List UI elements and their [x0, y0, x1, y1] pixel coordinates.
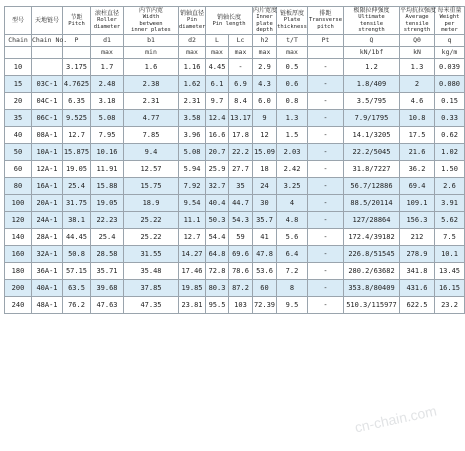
cell-weight: 0.080 — [435, 75, 465, 92]
cell-pin-length-l: 64.8 — [206, 245, 229, 262]
cell-model: 180 — [5, 262, 32, 279]
chain-spec-table — [4, 6, 465, 314]
cell-plate-thickness: 7.2 — [277, 262, 308, 279]
cell-pitch: 63.5 — [63, 279, 91, 296]
cell-pitch: 15.875 — [63, 143, 91, 160]
cell-pin-length-l: 72.8 — [206, 262, 229, 279]
cell-average: 156.3 — [400, 211, 435, 228]
cell-transverse: - — [308, 126, 344, 143]
cell-plate-thickness: 0.8 — [277, 92, 308, 109]
cell-inner-width: 35.48 — [124, 262, 179, 279]
cell-pin-diameter: 14.27 — [179, 245, 206, 262]
cell-model: 15 — [5, 75, 32, 92]
cell-inner-width: 31.55 — [124, 245, 179, 262]
cell-average: 431.6 — [400, 279, 435, 296]
cell-transverse: - — [308, 194, 344, 211]
cell-tianhe: 40A-1 — [32, 279, 63, 296]
cell-inner-plate: 35.7 — [253, 211, 277, 228]
symbol-inner-width: b1 — [124, 34, 179, 46]
cell-pin-length-lc: 27.7 — [229, 160, 253, 177]
cell-ultimate: 226.8/51545 — [344, 245, 400, 262]
unit-pin-diameter: max — [179, 46, 206, 58]
cell-pin-diameter: 17.46 — [179, 262, 206, 279]
cell-inner-plate: 24 — [253, 177, 277, 194]
cell-inner-plate: 2.9 — [253, 58, 277, 75]
cell-transverse: - — [308, 160, 344, 177]
cell-weight: 16.15 — [435, 279, 465, 296]
cell-weight: 13.45 — [435, 262, 465, 279]
unit-roller: max — [91, 46, 124, 58]
cell-pitch: 50.8 — [63, 245, 91, 262]
cell-tianhe: 20A-1 — [32, 194, 63, 211]
cell-inner-plate: 6.0 — [253, 92, 277, 109]
cell-ultimate: 280.2/63682 — [344, 262, 400, 279]
cell-transverse: - — [308, 177, 344, 194]
cell-transverse: - — [308, 245, 344, 262]
header-average: 平均抗拉强度 Average tensile strength — [400, 7, 437, 33]
cell-tianhe: 12A-1 — [32, 160, 63, 177]
cell-pin-diameter: 19.85 — [179, 279, 206, 296]
table-row — [5, 245, 465, 262]
cell-pin-diameter: 5.08 — [179, 143, 206, 160]
cell-inner-width: 15.75 — [124, 177, 179, 194]
header-transverse: 排距 Transverse pitch — [308, 7, 344, 35]
cell-pitch: 19.05 — [63, 160, 91, 177]
cell-pin-diameter: 9.54 — [179, 194, 206, 211]
table-body — [5, 58, 465, 313]
cell-transverse: - — [308, 109, 344, 126]
cell-inner-plate: 18 — [253, 160, 277, 177]
cell-transverse: - — [308, 279, 344, 296]
table-row — [5, 296, 465, 313]
cell-pitch: 6.35 — [63, 92, 91, 109]
cell-roller: 7.95 — [91, 126, 124, 143]
cell-weight: 1.50 — [435, 160, 465, 177]
symbol-pin-length-lc: Lc — [229, 34, 253, 46]
cell-roller: 5.08 — [91, 109, 124, 126]
cell-model: 35 — [5, 109, 32, 126]
cell-tianhe: 03C-1 — [32, 75, 63, 92]
header-row — [5, 7, 465, 35]
symbol-weight: q — [435, 34, 465, 46]
cell-transverse: - — [308, 143, 344, 160]
header-tianhe: 天地链号 — [32, 7, 63, 35]
cell-inner-width: 2.38 — [124, 75, 179, 92]
cell-pin-length-lc: 22.2 — [229, 143, 253, 160]
table-row — [5, 177, 465, 194]
cell-roller: 22.23 — [91, 211, 124, 228]
cell-plate-thickness: 0.5 — [277, 58, 308, 75]
cell-pin-length-lc: 59 — [229, 228, 253, 245]
cell-tianhe: 36A-1 — [32, 262, 63, 279]
unit-model — [5, 46, 32, 58]
unit-pitch — [63, 46, 91, 58]
cell-inner-width: 2.31 — [124, 92, 179, 109]
cell-average: 21.6 — [400, 143, 435, 160]
cell-inner-plate: 72.39 — [253, 296, 277, 313]
cell-model: 60 — [5, 160, 32, 177]
cell-pin-length-l: 32.7 — [206, 177, 229, 194]
cell-plate-thickness: 4 — [277, 194, 308, 211]
cell-pin-length-lc: 44.7 — [229, 194, 253, 211]
cell-ultimate: 1.2 — [344, 58, 400, 75]
header-pin-diameter: 销轴直径 Pin diameter — [179, 7, 206, 35]
unit-tianhe — [32, 46, 63, 58]
cell-inner-width: 18.9 — [124, 194, 179, 211]
cell-model: 50 — [5, 143, 32, 160]
cell-pin-length-lc: 78.6 — [229, 262, 253, 279]
cell-ultimate: 3.5/795 — [344, 92, 400, 109]
table-row — [5, 194, 465, 211]
unit-transverse — [308, 46, 344, 58]
cell-weight: 0.039 — [435, 58, 465, 75]
cell-pitch: 25.4 — [63, 177, 91, 194]
cell-roller: 11.91 — [91, 160, 124, 177]
cell-plate-thickness: 5.6 — [277, 228, 308, 245]
cell-roller: 28.58 — [91, 245, 124, 262]
cell-weight: 2.6 — [435, 177, 465, 194]
cell-weight: 10.1 — [435, 245, 465, 262]
cell-inner-plate: 60 — [253, 279, 277, 296]
cell-inner-plate: 53.6 — [253, 262, 277, 279]
cell-pin-length-l: 40.4 — [206, 194, 229, 211]
cell-inner-plate: 30 — [253, 194, 277, 211]
cell-pin-diameter: 1.16 — [179, 58, 206, 75]
cell-ultimate: 14.1/3205 — [344, 126, 400, 143]
cell-model: 120 — [5, 211, 32, 228]
cell-inner-width: 12.57 — [124, 160, 179, 177]
header-inner-plate: 内片宽度 Inner plate depth — [253, 7, 278, 33]
cell-tianhe: 32A-1 — [32, 245, 63, 262]
cell-ultimate: 22.2/5045 — [344, 143, 400, 160]
symbol-roller: d1 — [91, 34, 124, 46]
cell-inner-plate: 47.8 — [253, 245, 277, 262]
cell-pin-diameter: 7.92 — [179, 177, 206, 194]
cell-roller: 47.63 — [91, 296, 124, 313]
cell-roller: 3.18 — [91, 92, 124, 109]
symbol-transverse: Pt — [308, 34, 344, 46]
cell-plate-thickness: 9.5 — [277, 296, 308, 313]
cell-pin-diameter: 11.1 — [179, 211, 206, 228]
cell-pin-diameter: 3.96 — [179, 126, 206, 143]
cell-average: 4.6 — [400, 92, 435, 109]
cell-average: 10.8 — [400, 109, 435, 126]
cell-weight: 0.62 — [435, 126, 465, 143]
unit-average: kN — [400, 46, 435, 58]
cell-ultimate: 172.4/39182 — [344, 228, 400, 245]
header-model: 型号 — [5, 7, 32, 35]
cell-pin-diameter: 1.62 — [179, 75, 206, 92]
symbol-model: Chain — [5, 34, 32, 46]
cell-pitch: 3.175 — [63, 58, 91, 75]
cell-pitch: 38.1 — [63, 211, 91, 228]
cell-inner-width: 37.85 — [124, 279, 179, 296]
unit-row — [5, 46, 465, 58]
cell-pitch: 76.2 — [63, 296, 91, 313]
cell-pin-length-lc: 13.17 — [229, 109, 253, 126]
cell-pin-length-l: 4.45 — [206, 58, 229, 75]
cell-pin-length-lc: - — [229, 58, 253, 75]
cell-inner-width: 25.22 — [124, 211, 179, 228]
cell-model: 10 — [5, 58, 32, 75]
header-plate-thickness: 链板厚度 Plate thickness — [277, 7, 308, 35]
cell-pin-length-lc: 6.9 — [229, 75, 253, 92]
cell-pin-length-l: 54.4 — [206, 228, 229, 245]
cell-tianhe: 08A-1 — [32, 126, 63, 143]
cell-pin-diameter: 3.58 — [179, 109, 206, 126]
header-roller: 滚柱直径 Roller diameter — [91, 7, 124, 35]
symbol-row — [5, 34, 465, 46]
cell-pin-length-lc: 103 — [229, 296, 253, 313]
table-row — [5, 143, 465, 160]
cell-pin-length-lc: 69.6 — [229, 245, 253, 262]
cell-average: 17.5 — [400, 126, 435, 143]
cell-transverse: - — [308, 296, 344, 313]
cell-tianhe: 48A-1 — [32, 296, 63, 313]
cell-roller: 39.68 — [91, 279, 124, 296]
cell-average: 212 — [400, 228, 435, 245]
cell-average: 109.1 — [400, 194, 435, 211]
cell-tianhe: 16A-1 — [32, 177, 63, 194]
cell-roller: 10.16 — [91, 143, 124, 160]
cell-pitch: 31.75 — [63, 194, 91, 211]
symbol-ultimate: Q — [344, 34, 400, 46]
cell-model: 80 — [5, 177, 32, 194]
cell-model: 160 — [5, 245, 32, 262]
cell-inner-width: 1.6 — [124, 58, 179, 75]
cell-model: 200 — [5, 279, 32, 296]
cell-pitch: 12.7 — [63, 126, 91, 143]
cell-model: 140 — [5, 228, 32, 245]
unit-plate-thickness: max — [277, 46, 308, 58]
cell-plate-thickness: 2.03 — [277, 143, 308, 160]
cell-pin-length-lc: 17.8 — [229, 126, 253, 143]
cell-tianhe: 24A-1 — [32, 211, 63, 228]
header-ultimate: 极限拉伸强度 Ultimate tensile strength — [344, 7, 400, 35]
table-row — [5, 262, 465, 279]
unit-pin-length-lc: max — [229, 46, 253, 58]
cell-transverse: - — [308, 228, 344, 245]
cell-average: 622.5 — [400, 296, 435, 313]
cell-pin-length-l: 9.7 — [206, 92, 229, 109]
cell-roller: 15.88 — [91, 177, 124, 194]
cell-roller: 19.05 — [91, 194, 124, 211]
cell-average: 278.9 — [400, 245, 435, 262]
cell-weight: 7.5 — [435, 228, 465, 245]
cell-roller: 2.48 — [91, 75, 124, 92]
symbol-inner-plate: h2 — [253, 34, 277, 46]
cell-inner-plate: 9 — [253, 109, 277, 126]
table-row — [5, 58, 465, 75]
symbol-pin-length-l: L — [206, 34, 229, 46]
symbol-plate-thickness: t/T — [277, 34, 308, 46]
cell-pin-diameter: 5.94 — [179, 160, 206, 177]
cell-plate-thickness: 6.4 — [277, 245, 308, 262]
table-row — [5, 126, 465, 143]
cell-average: 69.4 — [400, 177, 435, 194]
cell-pin-diameter: 12.7 — [179, 228, 206, 245]
cell-inner-width: 25.22 — [124, 228, 179, 245]
cell-inner-width: 7.85 — [124, 126, 179, 143]
table-row — [5, 279, 465, 296]
cell-pin-diameter: 2.31 — [179, 92, 206, 109]
cell-ultimate: 7.9/1795 — [344, 109, 400, 126]
cell-inner-width: 4.77 — [124, 109, 179, 126]
cell-model: 20 — [5, 92, 32, 109]
cell-plate-thickness: 1.3 — [277, 109, 308, 126]
cell-plate-thickness: 1.5 — [277, 126, 308, 143]
cell-inner-plate: 12 — [253, 126, 277, 143]
cell-inner-width: 9.4 — [124, 143, 179, 160]
cell-ultimate: 31.8/7227 — [344, 160, 400, 177]
cell-ultimate: 353.8/80409 — [344, 279, 400, 296]
cell-pin-length-l: 80.3 — [206, 279, 229, 296]
cell-pin-length-lc: 8.4 — [229, 92, 253, 109]
cell-weight: 5.62 — [435, 211, 465, 228]
symbol-tianhe: Chain No. — [32, 36, 68, 44]
header-inner-width: 内节内宽 Width between inner plates — [124, 7, 179, 35]
cell-plate-thickness: 4.8 — [277, 211, 308, 228]
cell-pin-length-l: 6.1 — [206, 75, 229, 92]
header-pin-length: 销轴长度 Pin length — [206, 7, 253, 35]
cell-tianhe: 10A-1 — [32, 143, 63, 160]
cell-ultimate: 88.5/20114 — [344, 194, 400, 211]
cell-pin-length-lc: 54.3 — [229, 211, 253, 228]
cell-plate-thickness: 0.6 — [277, 75, 308, 92]
unit-inner-plate: max — [253, 46, 277, 58]
table-row — [5, 228, 465, 245]
cell-weight: 1.02 — [435, 143, 465, 160]
cell-tianhe — [32, 58, 63, 75]
cell-pin-length-lc: 87.2 — [229, 279, 253, 296]
unit-pin-length-l: max — [206, 46, 229, 58]
cell-transverse: - — [308, 262, 344, 279]
cell-pin-length-l: 12.4 — [206, 109, 229, 126]
cell-weight: 23.2 — [435, 296, 465, 313]
cell-model: 40 — [5, 126, 32, 143]
cell-model: 100 — [5, 194, 32, 211]
cell-ultimate: 56.7/12886 — [344, 177, 400, 194]
cell-plate-thickness: 3.25 — [277, 177, 308, 194]
cell-pitch: 9.525 — [63, 109, 91, 126]
cell-average: 341.8 — [400, 262, 435, 279]
cell-pin-length-l: 16.6 — [206, 126, 229, 143]
cell-pitch: 4.7625 — [63, 75, 91, 92]
cell-tianhe: 06C-1 — [32, 109, 63, 126]
cell-weight: 3.91 — [435, 194, 465, 211]
cell-ultimate: 1.8/409 — [344, 75, 400, 92]
cell-average: 36.2 — [400, 160, 435, 177]
cell-roller: 35.71 — [91, 262, 124, 279]
cell-tianhe: 28A-1 — [32, 228, 63, 245]
cell-inner-plate: 15.09 — [253, 143, 277, 160]
table-row — [5, 75, 465, 92]
table-row — [5, 109, 465, 126]
cell-transverse: - — [308, 75, 344, 92]
cell-transverse: - — [308, 58, 344, 75]
cell-plate-thickness: 2.42 — [277, 160, 308, 177]
cell-pin-length-lc: 35 — [229, 177, 253, 194]
cell-average: 2 — [400, 75, 435, 92]
cell-pitch: 44.45 — [63, 228, 91, 245]
cell-inner-plate: 41 — [253, 228, 277, 245]
cell-pin-length-l: 50.3 — [206, 211, 229, 228]
watermark-logo: cn-chain.com — [352, 402, 438, 436]
cell-average: 1.3 — [400, 58, 435, 75]
table-row — [5, 211, 465, 228]
table-row — [5, 160, 465, 177]
symbol-average: Q0 — [400, 34, 435, 46]
cell-inner-width: 47.35 — [124, 296, 179, 313]
cell-model: 240 — [5, 296, 32, 313]
symbol-pitch: P — [63, 34, 91, 46]
cell-roller: 1.7 — [91, 58, 124, 75]
cell-pin-diameter: 23.81 — [179, 296, 206, 313]
cell-plate-thickness: 8 — [277, 279, 308, 296]
cell-roller: 25.4 — [91, 228, 124, 245]
cell-transverse: - — [308, 211, 344, 228]
cell-pin-length-l: 25.9 — [206, 160, 229, 177]
cell-ultimate: 127/28864 — [344, 211, 400, 228]
cell-tianhe: 04C-1 — [32, 92, 63, 109]
cell-pin-length-l: 95.5 — [206, 296, 229, 313]
cell-weight: 0.15 — [435, 92, 465, 109]
cell-pitch: 57.15 — [63, 262, 91, 279]
cell-weight: 0.33 — [435, 109, 465, 126]
header-pitch: 节距 Pitch — [63, 7, 91, 35]
unit-weight: kg/m — [435, 46, 465, 58]
cell-transverse: - — [308, 92, 344, 109]
symbol-pin-diameter: d2 — [179, 34, 206, 46]
unit-inner-width: min — [124, 46, 179, 58]
unit-ultimate: kN/1bf — [344, 46, 400, 58]
cell-pin-length-l: 20.7 — [206, 143, 229, 160]
header-weight: 每米重量 Weight per meter — [435, 7, 465, 35]
table-row — [5, 92, 465, 109]
cell-inner-plate: 4.3 — [253, 75, 277, 92]
cell-ultimate: 510.3/115977 — [344, 296, 400, 313]
